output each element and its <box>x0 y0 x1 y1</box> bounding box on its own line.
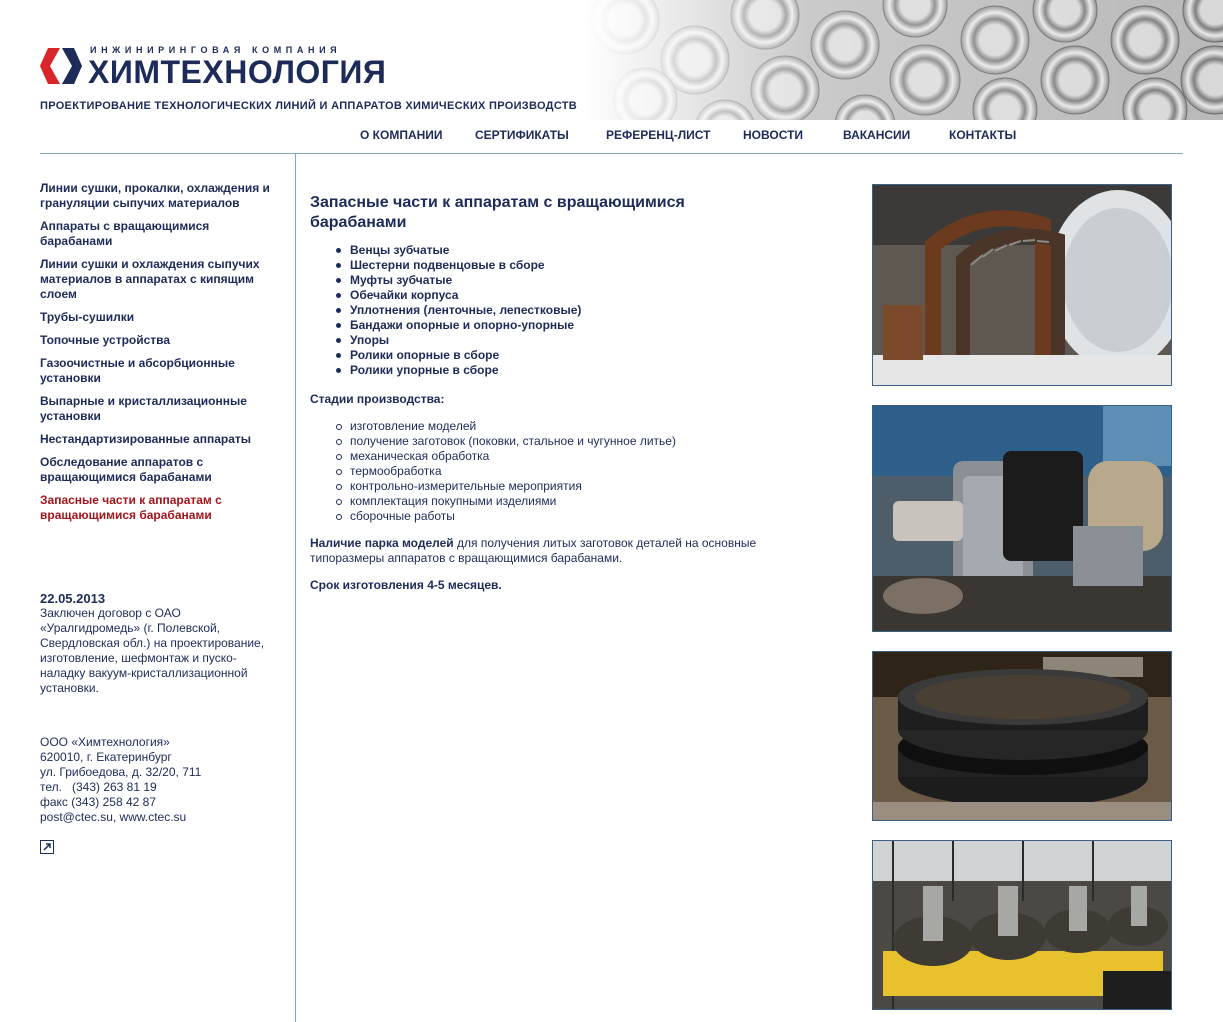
nav-about[interactable]: О КОМПАНИИ <box>360 128 443 142</box>
logo-subtitle: ИНЖИНИРИНГОВАЯ КОМПАНИЯ <box>90 45 342 55</box>
list-item: Шестерни подвенцовые в сборе <box>350 258 780 273</box>
page-title: Запасные части к аппаратам с вращающимися барабанами <box>310 194 685 231</box>
news-block <box>40 591 280 696</box>
list-item: термообработка <box>350 464 780 479</box>
sidebar-item-gas-cleaning[interactable]: Газоочистные и абсорбционные установки <box>40 356 235 385</box>
nav-contacts[interactable]: КОНТАКТЫ <box>949 128 1017 142</box>
nav-certificates[interactable]: СЕРТИФИКАТЫ <box>475 128 569 142</box>
contact-phone: тел. (343) 263 81 19 <box>40 780 157 794</box>
header-divider <box>40 153 1183 154</box>
tagline: ПРОЕКТИРОВАНИЕ ТЕХНОЛОГИЧЕСКИХ ЛИНИЙ И АППАРАТОВ ХИМИЧЕСКИХ ПРОИЗВОДСТВ <box>40 100 578 112</box>
models-paragraph <box>310 536 780 566</box>
external-link-icon[interactable] <box>40 840 54 854</box>
list-item: Венцы зубчатые <box>350 243 780 258</box>
sidebar-item-custom-apparatus[interactable]: Нестандартизированные аппараты <box>40 432 251 446</box>
list-item: комплектация покупными изделиями <box>350 494 780 509</box>
list-item: Ролики упорные в сборе <box>350 363 780 378</box>
sidebar-item-spare-parts[interactable]: Запасные части к аппаратам с вращающимися барабанами <box>40 493 222 522</box>
top-nav <box>0 128 1223 148</box>
models-text: для получения литых заготовок деталей на основные типоразмеры аппаратов с вращающимися барабанами. <box>310 536 757 565</box>
logo-name[interactable]: ХИМТЕХНОЛОГИЯ <box>88 54 387 90</box>
list-item: контрольно-измерительные мероприятия <box>350 479 780 494</box>
list-item: Муфты зубчатые <box>350 273 780 288</box>
stages-list <box>310 419 780 524</box>
main-content <box>310 193 780 593</box>
sidebar-item-furnaces[interactable]: Топочные устройства <box>40 333 171 347</box>
nav-news[interactable]: НОВОСТИ <box>743 128 804 142</box>
list-item: получение заготовок (поковки, стальное и чугунное литье) <box>350 434 780 449</box>
sidebar-item-fluidized-bed[interactable]: Линии сушки и охлаждения сыпучих материалов в аппаратах с кипящим слоем <box>40 257 260 301</box>
logo-icon <box>40 48 82 84</box>
sidebar-item-rotating-drums[interactable]: Аппараты с вращающимися барабанами <box>40 219 210 248</box>
sidebar-item-inspection[interactable]: Обследование аппаратов с вращающимися барабанами <box>40 455 212 484</box>
list-item: Упоры <box>350 333 780 348</box>
news-date[interactable]: 22.05.2013 <box>40 591 106 606</box>
sidebar-divider <box>295 154 296 1022</box>
header-photo-banner <box>585 0 1223 120</box>
list-item: механическая обработка <box>350 449 780 464</box>
parts-list <box>310 243 780 378</box>
list-item: сборочные работы <box>350 509 780 524</box>
photo-support-tires[interactable] <box>872 651 1172 821</box>
news-text: Заключен договор с ОАО «Уралгидромедь» (г. Полевской, Свердловская обл.) на проектирование, изготовление, шефмонтаж и пуско-наладку вакуум-кристаллизационной установки. <box>40 606 265 695</box>
sidebar-item-evaporation[interactable]: Выпарные и кристаллизационные установки <box>40 394 247 423</box>
sidebar-nav <box>40 181 280 531</box>
photo-girth-gear[interactable] <box>872 184 1172 386</box>
header <box>0 0 1223 120</box>
nav-vacancies[interactable]: ВАКАНСИИ <box>843 128 911 142</box>
contact-email-web[interactable]: post@ctec.su, www.ctec.su <box>40 810 187 824</box>
photo-rollers[interactable] <box>872 840 1172 1010</box>
list-item: Ролики опорные в сборе <box>350 348 780 363</box>
contact-address-city: 620010, г. Екатеринбург <box>40 750 172 764</box>
list-item: Бандажи опорные и опорно-упорные <box>350 318 780 333</box>
contact-address-street: ул. Грибоедова, д. 32/20, 711 <box>40 765 202 779</box>
models-bold: Наличие парка моделей <box>310 536 454 550</box>
production-term: Срок изготовления 4-5 месяцев. <box>310 578 502 592</box>
photo-pinion-assembly[interactable] <box>872 405 1172 632</box>
sidebar-item-pipe-dryers[interactable]: Трубы-сушилки <box>40 310 135 324</box>
nav-reference-list[interactable]: РЕФЕРЕНЦ-ЛИСТ <box>606 128 711 142</box>
list-item: изготовление моделей <box>350 419 780 434</box>
contact-company: ООО «Химтехнология» <box>40 735 170 749</box>
contacts-block <box>40 735 280 825</box>
sidebar-item-drying-lines[interactable]: Линии сушки, прокалки, охлаждения и грануляции сыпучих материалов <box>40 181 270 210</box>
list-item: Обечайки корпуса <box>350 288 780 303</box>
stages-heading: Стадии производства: <box>310 392 445 406</box>
list-item: Уплотнения (ленточные, лепестковые) <box>350 303 780 318</box>
contact-fax: факс (343) 258 42 87 <box>40 795 156 809</box>
